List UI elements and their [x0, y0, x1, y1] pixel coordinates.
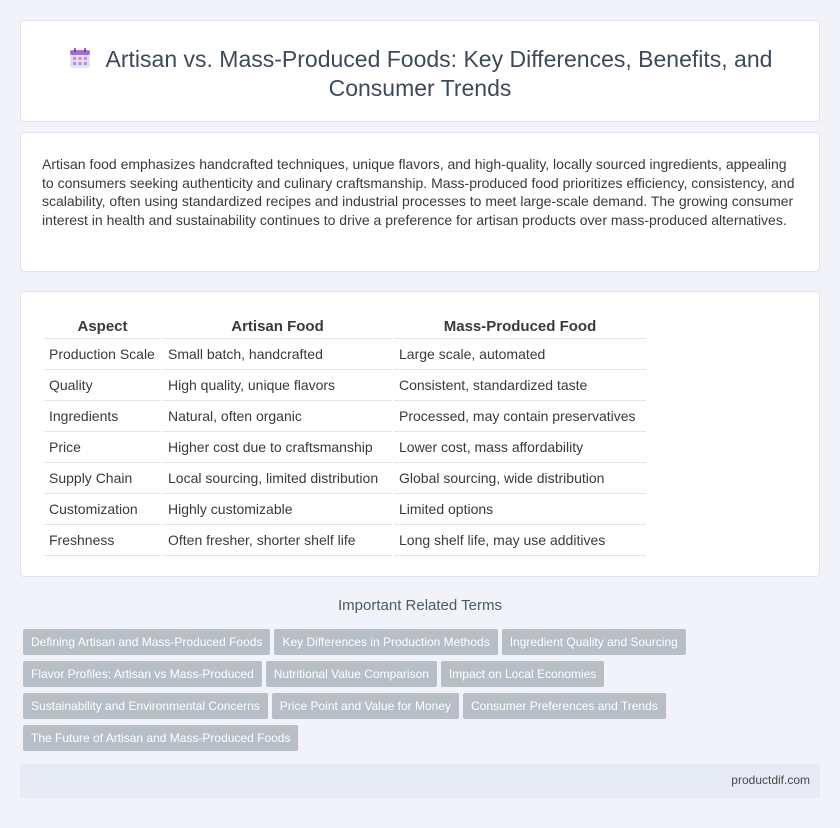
header-card [20, 20, 820, 122]
table-row [44, 339, 646, 370]
table-row [44, 432, 646, 463]
related-term-tag[interactable]: Price Point and Value for Money [272, 693, 459, 719]
cell-mass-produced: Processed, may contain preservatives [394, 401, 646, 432]
table-row [44, 525, 646, 556]
related-term-tag[interactable]: Flavor Profiles: Artisan vs Mass-Produced [23, 661, 262, 687]
cell-aspect: Ingredients [44, 401, 161, 432]
cell-aspect: Supply Chain [44, 463, 161, 494]
footer [20, 764, 820, 798]
page-title-text: Artisan vs. Mass-Produced Foods: Key Differences, Benefits, and Consumer Trends [105, 46, 773, 101]
header-mass-produced: Mass-Produced Food [394, 315, 646, 339]
table-row [44, 463, 646, 494]
table-row [44, 494, 646, 525]
cell-aspect: Price [44, 432, 161, 463]
table-row [44, 401, 646, 432]
cell-mass-produced: Large scale, automated [394, 339, 646, 370]
cell-aspect: Customization [44, 494, 161, 525]
page-title [21, 45, 819, 103]
related-term-tag[interactable]: Impact on Local Economies [441, 661, 604, 687]
related-term-tag[interactable]: Sustainability and Environmental Concerns [23, 693, 268, 719]
cell-aspect: Freshness [44, 525, 161, 556]
cell-aspect: Quality [44, 370, 161, 401]
header-aspect: Aspect [44, 315, 161, 339]
related-term-tag[interactable]: Consumer Preferences and Trends [463, 693, 666, 719]
cell-mass-produced: Consistent, standardized taste [394, 370, 646, 401]
related-term-tag[interactable]: The Future of Artisan and Mass-Produced Foods [23, 725, 298, 751]
cell-mass-produced: Long shelf life, may use additives [394, 525, 646, 556]
cell-mass-produced: Global sourcing, wide distribution [394, 463, 646, 494]
cell-artisan: Local sourcing, limited distribution [163, 463, 392, 494]
cell-artisan: Often fresher, shorter shelf life [163, 525, 392, 556]
cell-artisan: Higher cost due to craftsmanship [163, 432, 392, 463]
header-artisan: Artisan Food [163, 315, 392, 339]
footer-site-link[interactable]: productdif.com [731, 773, 810, 787]
cell-aspect: Production Scale [44, 339, 161, 370]
intro-card [20, 132, 820, 272]
related-term-tag[interactable]: Ingredient Quality and Sourcing [502, 629, 686, 655]
comparison-table [42, 315, 648, 556]
comparison-card [20, 291, 820, 577]
cell-artisan: Small batch, handcrafted [163, 339, 392, 370]
cell-mass-produced: Lower cost, mass affordability [394, 432, 646, 463]
cell-artisan: High quality, unique flavors [163, 370, 392, 401]
cell-mass-produced: Limited options [394, 494, 646, 525]
calendar-icon [68, 46, 92, 70]
related-term-tag[interactable]: Defining Artisan and Mass-Produced Foods [23, 629, 270, 655]
related-term-tag[interactable]: Nutritional Value Comparison [266, 661, 437, 687]
related-term-tag[interactable]: Key Differences in Production Methods [274, 629, 497, 655]
related-terms-title: Important Related Terms [338, 597, 502, 614]
related-terms-list [23, 629, 823, 757]
table-header-row [44, 315, 646, 339]
table-row [44, 370, 646, 401]
cell-artisan: Natural, often organic [163, 401, 392, 432]
cell-artisan: Highly customizable [163, 494, 392, 525]
intro-paragraph: Artisan food emphasizes handcrafted techniques, unique flavors, and high-quality, locally sourced ingredients, appealing to consumers seeking authenticity and culinary craftsmanship. Mass-produced food prioritizes efficiency, consistency, and scalability, often using standardized recipes and industrial processes to meet large-scale demand. The growing consumer interest in health and sustainability continues to drive a preference for artisan products over mass-produced alternatives. [42, 156, 795, 228]
